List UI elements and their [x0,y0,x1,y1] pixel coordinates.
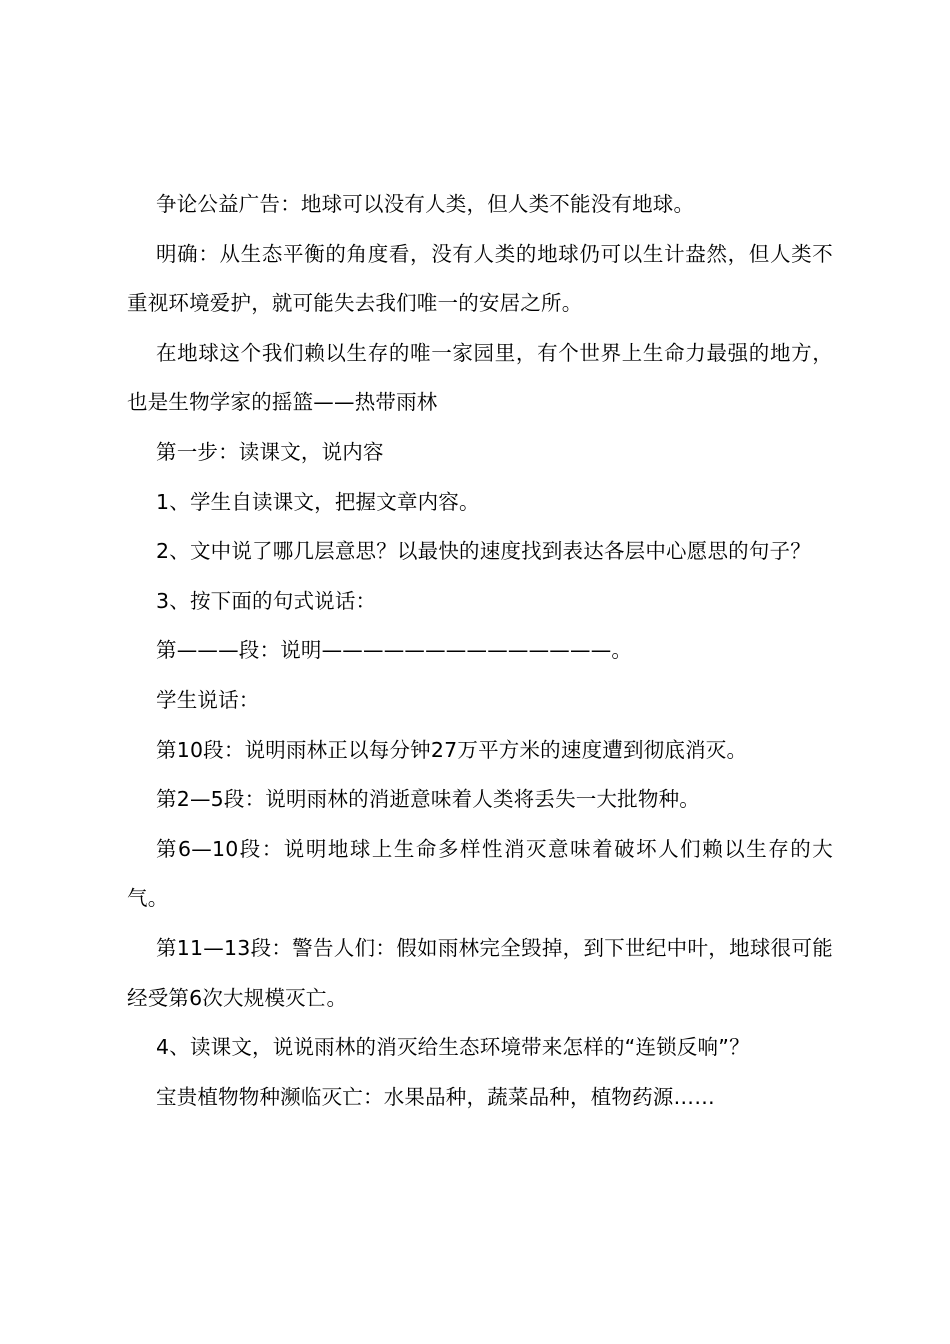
paragraph-intro: 争论公益广告：地球可以没有人类，但人类不能没有地球。 [156,192,695,216]
paragraph-section-6-10: 第6—10段：说明地球上生命多样性消灭意味着破坏人们赖以生存的大气。 [127,836,833,911]
paragraph-section-10: 第10段：说明雨林正以每分钟27万平方米的速度遭到彻底消灭。 [156,737,748,762]
paragraph-rainforest: 在地球这个我们赖以生存的唯一家园里，有个世界上生命力最强的地方，也是生物学家的摇篮——热带雨林 [127,340,833,415]
paragraph-item-4: 4、读课文，说说雨林的消灭给生态环境带来怎样的“连锁反响”？ [156,1035,750,1060]
paragraph-section-11-13: 第11—13段：警告人们：假如雨林完全毁掉，到下世纪中叶，地球很可能经受第6次大规模灭亡。 [127,935,833,1010]
document-body [127,180,833,1122]
paragraph-sentence-pattern: 第———段：说明——————————————。 [156,638,633,663]
paragraph-item-2: 2、文中说了哪几层意思？以最快的速度找到表达各层中心愿思的句子？ [156,539,811,564]
paragraph-section-2-5: 第2—5段：说明雨林的消逝意味着人类将丢失一大批物种。 [156,787,700,812]
paragraph-students-speak: 学生说话： [156,687,260,712]
paragraph-clarify: 明确：从生态平衡的角度看，没有人类的地球仍可以生计盎然，但人类不重视环境爱护，就可能失去我们唯一的安居之所。 [127,241,833,316]
paragraph-item-1: 1、学生自读课文，把握文章内容。 [156,489,480,514]
paragraph-step-one: 第一步：读课文，说内容 [156,439,384,464]
paragraph-plant-species: 宝贵植物物种濒临灭亡：水果品种，蔬菜品种，植物药源…… [156,1084,715,1109]
paragraph-item-3: 3、按下面的句式说话： [156,588,377,613]
